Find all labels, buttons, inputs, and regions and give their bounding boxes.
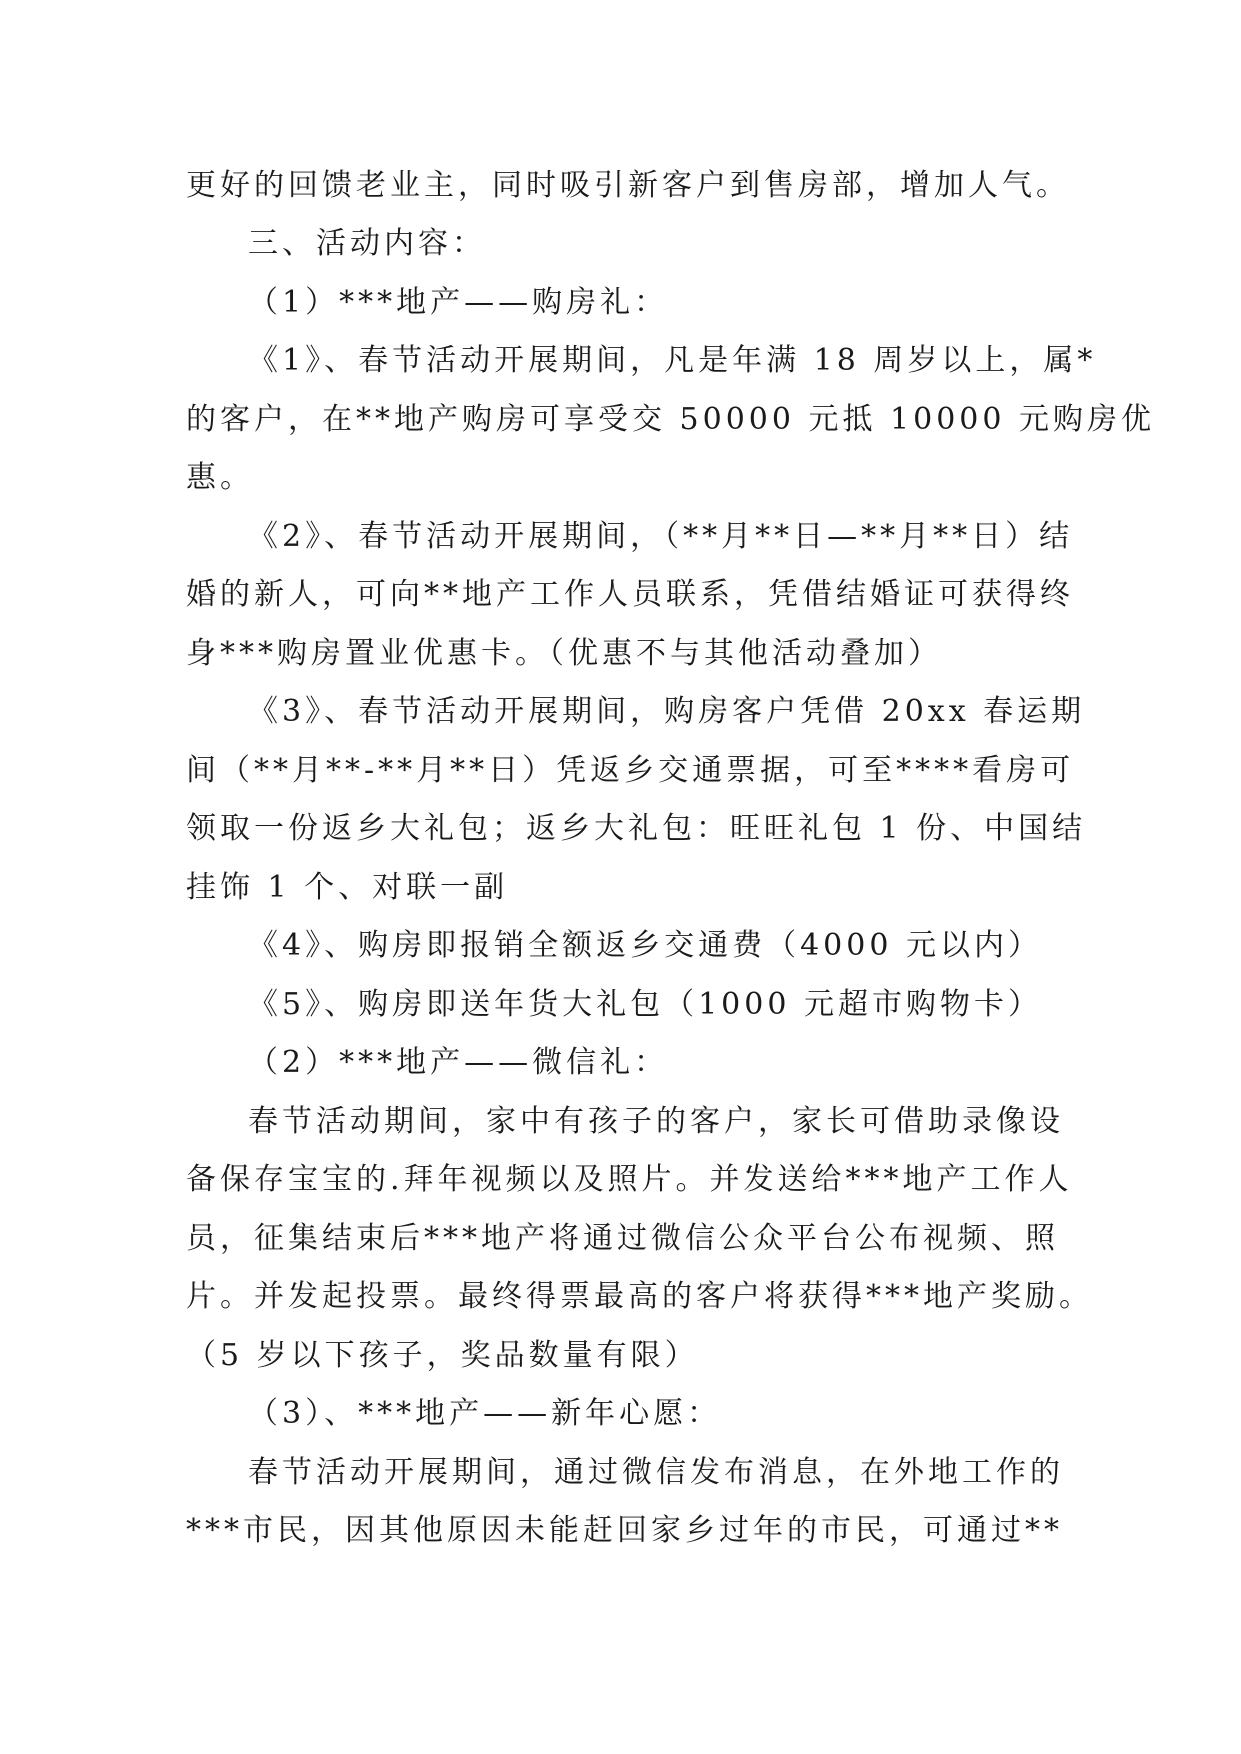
text-line-1: 更好的回馈老业主，同时吸引新客户到售房部，增加人气。 bbox=[186, 168, 1070, 203]
text-line-6: 惠。 bbox=[186, 460, 254, 495]
text-line-21: （5 岁以下孩子，奖品数量有限） bbox=[186, 1338, 699, 1373]
text-line-4: 《1》、春节活动开展期间，凡是年满 18 周岁以上，属* bbox=[248, 343, 1097, 378]
text-line-24: ***市民，因其他原因未能赶回家乡过年的市民，可通过** bbox=[186, 1513, 1063, 1548]
subheading-wechat-gift: （2）***地产——微信礼： bbox=[248, 1045, 669, 1080]
text-line-13: 挂饰 1 个、对联一副 bbox=[186, 870, 509, 905]
subheading-new-year-wish: （3）、***地产——新年心愿： bbox=[248, 1396, 722, 1431]
text-line-7: 《2》、春节活动开展期间，（**月**日—**月**日）结 bbox=[248, 519, 1074, 554]
text-line-8: 婚的新人，可向**地产工作人员联系，凭借结婚证可获得终 bbox=[186, 577, 1074, 612]
section-heading-activities: 三、活动内容： bbox=[248, 226, 486, 261]
text-line-20: 片。并发起投票。最终得票最高的客户将获得***地产奖励。 bbox=[186, 1279, 1093, 1314]
text-line-11: 间（**月**-**月**日）凭返乡交通票据，可至****看房可 bbox=[186, 753, 1075, 788]
text-line-19: 员，征集结束后***地产将通过微信公众平台公布视频、照 bbox=[186, 1221, 1059, 1256]
text-line-10: 《3》、春节活动开展期间，购房客户凭借 20xx 春运期 bbox=[248, 694, 1086, 729]
subheading-purchase-gift: （1）***地产——购房礼： bbox=[248, 285, 669, 320]
text-line-12: 领取一份返乡大礼包；返乡大礼包：旺旺礼包 1 份、中国结 bbox=[186, 811, 1087, 846]
text-line-23: 春节活动开展期间，通过微信发布消息，在外地工作的 bbox=[248, 1455, 1064, 1490]
text-line-5: 的客户，在**地产购房可享受交 50000 元抵 10000 元购房优 bbox=[186, 402, 1156, 437]
text-line-9: 身***购房置业优惠卡。（优惠不与其他活动叠加） bbox=[186, 636, 942, 671]
text-line-15: 《5》、购房即送年货大礼包（1000 元超市购物卡） bbox=[248, 987, 1042, 1022]
text-line-14: 《4》、购房即报销全额返乡交通费（4000 元以内） bbox=[248, 928, 1042, 963]
text-line-18: 备保存宝宝的.拜年视频以及照片。并发送给***地产工作人 bbox=[186, 1162, 1073, 1197]
text-line-17: 春节活动期间，家中有孩子的客户，家长可借助录像设 bbox=[248, 1104, 1064, 1139]
